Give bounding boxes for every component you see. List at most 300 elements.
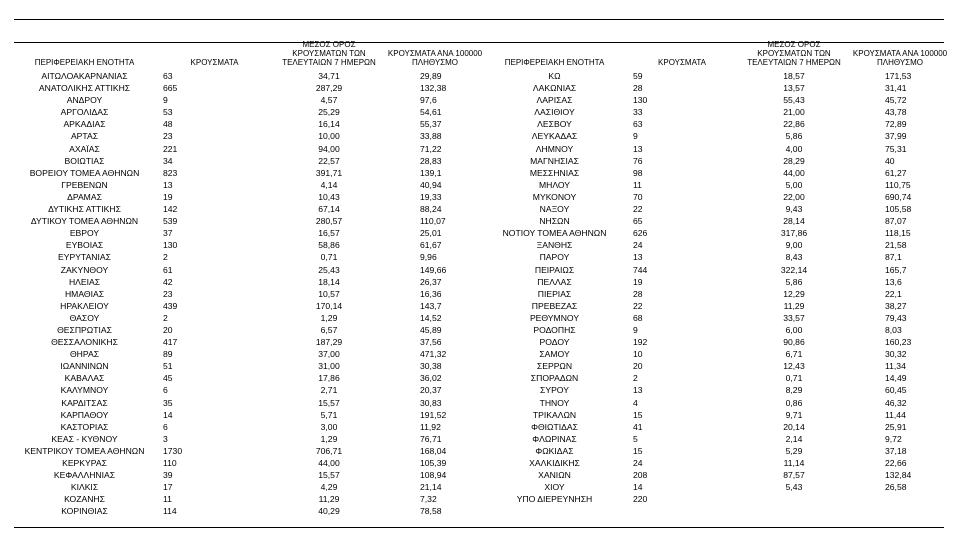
per100k-cell: 55,37 [420, 119, 442, 130]
cases-cell: 221 [163, 143, 178, 154]
per100k-cell: 132,84 [885, 470, 912, 481]
avg7-cell: 4,14 [320, 179, 338, 190]
cases-cell: 14 [163, 409, 173, 420]
avg7-cell: 25,43 [318, 264, 340, 275]
region-cell: ΚΑΡΠΑΘΟΥ [60, 409, 109, 420]
table-row [18, 300, 490, 312]
avg7-cell: 20,14 [783, 421, 805, 432]
per100k-cell: 160,23 [885, 337, 912, 348]
region-cell: ΑΡΚΑΔΙΑΣ [63, 119, 106, 130]
per100k-cell: 105,39 [420, 458, 447, 468]
table-row [488, 276, 955, 288]
table-row [18, 191, 490, 203]
region-header: ΠΕΡΙΦΕΡΕΙΑΚΗ ΕΝΟΤΗΤΑ [34, 58, 135, 67]
region-cell: ΚΙΛΚΙΣ [70, 482, 99, 493]
cases-cell: 114 [163, 506, 177, 517]
per100k-cell: 61,27 [885, 167, 907, 178]
table-row [488, 179, 955, 191]
per100k-cell: 9,96 [420, 252, 437, 263]
avg7-cell: 3,00 [320, 421, 338, 432]
cases-cell: 9 [633, 324, 638, 335]
region-cell: ΚΑΒΑΛΑΣ [64, 373, 105, 384]
table-row [18, 264, 490, 276]
per100k-cell: 29,89 [420, 71, 442, 81]
cases-cell: 23 [163, 288, 173, 299]
per100k-cell: 110,07 [420, 216, 446, 227]
avg7-cell: 5,86 [785, 276, 803, 287]
cases-cell: 20 [163, 324, 173, 335]
table-row [488, 215, 955, 227]
avg7-cell: 25,29 [318, 107, 340, 118]
region-cell: ΘΗΡΑΣ [69, 349, 100, 360]
per100k-cell: 21,14 [420, 482, 442, 493]
region-cell: ΕΥΒΟΙΑΣ [65, 240, 104, 251]
avg7-cell: 18,14 [318, 276, 340, 287]
per100k-cell: 14,52 [420, 312, 442, 323]
region-cell: ΚΕΡΚΥΡΑΣ [62, 458, 107, 468]
region-cell: ΠΑΡΟΥ [539, 252, 570, 263]
region-cell: ΑΧΑΪΑΣ [69, 143, 100, 154]
table-row [488, 324, 955, 336]
per100k-cell: 38,27 [885, 300, 907, 311]
per100k-cell: 30,83 [420, 397, 442, 408]
avg7-cell: 11,14 [783, 458, 805, 468]
region-cell: ΦΩΚΙΔΑΣ [535, 445, 574, 456]
region-cell: ΜΕΣΣΗΝΙΑΣ [529, 167, 580, 178]
cases-cell: 63 [633, 119, 643, 130]
avg7-cell: 2,71 [320, 385, 338, 396]
avg7-cell: 12,29 [783, 288, 805, 299]
table-row [18, 106, 490, 118]
region-cell: ΗΛΕΙΑΣ [68, 276, 101, 287]
table-row [18, 372, 490, 384]
avg7-cell [743, 493, 845, 505]
cases-header: ΚΡΟΥΣΜΑΤΑ [190, 58, 239, 67]
region-cell: ΚΕΝΤΡΙΚΟΥ ΤΟΜΕΑ ΑΘΗΝΩΝ [24, 445, 145, 456]
right-table-body [488, 70, 955, 505]
per100k-cell: 87,07 [885, 216, 907, 227]
avg7-cell: 15,57 [318, 470, 340, 481]
table-row [488, 130, 955, 142]
cases-header: ΚΡΟΥΣΜΑΤΑ [658, 58, 706, 67]
per100k-cell: 76,71 [420, 433, 442, 444]
avg7-cell: 12,43 [783, 361, 805, 372]
cases-cell: 98 [633, 167, 643, 178]
table-row [488, 372, 955, 384]
cases-cell: 42 [163, 276, 173, 287]
table-row [18, 215, 490, 227]
per100k-cell: 20,37 [420, 385, 442, 396]
cases-cell: 744 [633, 264, 648, 275]
region-cell: ΚΕΑΣ - ΚΥΘΝΟΥ [51, 433, 118, 444]
avg7-cell: 5,71 [320, 409, 338, 420]
table-row [18, 481, 490, 493]
table-row [18, 384, 490, 396]
cases-cell: 24 [633, 458, 643, 468]
cases-cell: 439 [163, 300, 178, 311]
region-cell: ΖΑΚΥΝΘΟΥ [60, 264, 109, 275]
per100k-cell: 26,58 [885, 482, 907, 493]
table-header-row [18, 40, 490, 70]
region-cell: ΛΑΚΩΝΙΑΣ [532, 83, 577, 94]
region-cell: ΧΙΟΥ [544, 482, 565, 493]
avg7-cell: 22,86 [783, 119, 805, 130]
table-row [18, 130, 490, 142]
avg7-cell: 58,86 [318, 240, 340, 251]
cases-cell: 142 [163, 204, 178, 215]
avg7-cell: 6,00 [785, 324, 803, 335]
region-cell: ΠΕΛΛΑΣ [537, 276, 572, 287]
region-cell: ΑΝΔΡΟΥ [66, 95, 103, 106]
per100k-cell: 75,31 [885, 143, 907, 154]
table-row [488, 155, 955, 167]
avg7-cell: 15,57 [318, 397, 340, 408]
cases-cell: 15 [633, 445, 643, 456]
per100k-cell: 25,01 [420, 228, 442, 239]
region-cell: ΡΟΔΟΠΗΣ [533, 324, 576, 335]
table-row [18, 82, 490, 94]
per100k-cell: 165,7 [885, 264, 907, 275]
per100k-cell: 14,49 [885, 373, 907, 384]
per100k-cell: 7,32 [420, 494, 437, 505]
cases-cell: 19 [163, 191, 173, 202]
per100k-cell: 690,74 [885, 191, 912, 202]
per100k-cell: 16,36 [420, 288, 442, 299]
per100k-cell: 87,1 [885, 252, 902, 263]
table-row [488, 348, 955, 360]
table-row [18, 155, 490, 167]
table-row [488, 457, 955, 469]
avg7-cell: 1,29 [320, 433, 338, 444]
avg7-header: ΜΕΣΟΣ ΟΡΟΣ ΚΡΟΥΣΜΑΤΩΝ ΤΩΝ ΤΕΛΕΥΤΑΙΩΝ 7 ΗΜΕΡΩΝ [282, 40, 376, 67]
per100k-cell: 22,1 [885, 288, 902, 299]
region-cell: ΚΟΖΑΝΗΣ [64, 494, 105, 505]
cases-cell: 19 [633, 276, 643, 287]
per100k-cell: 40 [885, 155, 895, 166]
table-row [488, 94, 955, 106]
per100k-cell: 26,37 [420, 276, 442, 287]
avg7-cell: 9,71 [785, 409, 803, 420]
table-row [18, 433, 490, 445]
table-row [18, 445, 490, 457]
region-cell: ΚΑΡΔΙΤΣΑΣ [61, 397, 108, 408]
region-cell: ΝΗΣΩΝ [539, 216, 570, 227]
cases-cell: 4 [633, 397, 638, 408]
region-cell: ΘΕΣΠΡΩΤΙΑΣ [57, 324, 112, 335]
per100k-cell: 168,04 [420, 445, 447, 456]
region-cell: ΕΥΡΥΤΑΝΙΑΣ [58, 252, 111, 263]
per100k-cell: 13,6 [885, 276, 902, 287]
region-cell: ΣΥΡΟΥ [540, 385, 569, 396]
avg7-cell: 322,14 [780, 264, 808, 275]
avg7-cell: 37,00 [318, 349, 340, 360]
per100k-cell: 97,6 [420, 95, 437, 106]
per100k-cell: 139,1 [420, 167, 442, 178]
avg7-cell: 9,43 [785, 204, 803, 215]
region-cell: ΠΙΕΡΙΑΣ [537, 288, 572, 299]
cases-cell: 45 [163, 373, 173, 384]
cases-cell: 53 [163, 107, 173, 118]
cases-cell: 626 [633, 228, 648, 239]
cases-cell: 1730 [163, 445, 183, 456]
avg7-cell: 34,71 [318, 71, 340, 81]
cases-cell: 3 [163, 433, 168, 444]
cases-cell: 11 [633, 179, 642, 190]
table-row [488, 493, 955, 505]
region-cell: ΠΕΙΡΑΙΩΣ [534, 264, 575, 275]
per100k-header: ΚΡΟΥΣΜΑΤΑ ΑΝΑ 100000 ΠΛΗΘΥΣΜΟ [387, 49, 483, 67]
table-row [488, 239, 955, 251]
table-row [488, 384, 955, 396]
table-row [488, 397, 955, 409]
per100k-cell: 79,43 [885, 312, 907, 323]
per100k-cell: 60,45 [885, 385, 907, 396]
avg7-cell: 8,29 [785, 385, 803, 396]
left-table-body [18, 70, 490, 517]
per100k-cell: 171,53 [885, 71, 912, 81]
cases-cell: 130 [163, 240, 178, 251]
table-row [488, 481, 955, 493]
cases-cell: 17 [163, 482, 173, 493]
table-row [488, 82, 955, 94]
cases-cell: 6 [163, 421, 168, 432]
per100k-cell: 71,22 [420, 143, 442, 154]
per100k-cell: 22,66 [885, 458, 907, 468]
avg7-cell: 11,29 [318, 494, 340, 505]
per100k-cell: 105,58 [885, 204, 912, 215]
region-cell: ΝΟΤΙΟΥ ΤΟΜΕΑ ΑΘΗΝΩΝ [502, 228, 607, 239]
per100k-cell: 30,38 [420, 361, 442, 372]
avg7-cell: 9,00 [785, 240, 803, 251]
region-cell: ΤΡΙΚΑΛΩΝ [532, 409, 577, 420]
table-row [18, 118, 490, 130]
cases-cell: 89 [163, 349, 173, 360]
region-cell: ΗΜΑΘΙΑΣ [64, 288, 105, 299]
table-row [488, 300, 955, 312]
region-cell: ΒΟΡΕΙΟΥ ΤΟΜΕΑ ΑΘΗΝΩΝ [29, 167, 140, 178]
avg7-cell: 706,71 [315, 445, 343, 456]
per100k-cell: 108,94 [420, 470, 447, 481]
table-row [18, 360, 490, 372]
region-cell: ΚΟΡΙΝΘΙΑΣ [61, 506, 108, 517]
avg7-header: ΜΕΣΟΣ ΟΡΟΣ ΚΡΟΥΣΜΑΤΩΝ ΤΩΝ ΤΕΛΕΥΤΑΙΩΝ 7 ΗΜΕΡΩΝ [747, 40, 841, 67]
region-cell: ΚΕΦΑΛΛΗΝΙΑΣ [53, 470, 116, 481]
table-row [488, 191, 955, 203]
per100k-cell: 19,33 [420, 191, 442, 202]
table-row [18, 288, 490, 300]
per100k-cell: 8,03 [885, 324, 902, 335]
cases-cell: 6 [163, 385, 168, 396]
cases-cell: 15 [633, 409, 643, 420]
avg7-cell: 287,29 [315, 83, 343, 94]
avg7-cell: 87,57 [783, 470, 805, 481]
region-cell: ΛΑΡΙΣΑΣ [536, 95, 573, 106]
per100k-cell: 36,02 [420, 373, 442, 384]
cases-cell: 192 [633, 337, 648, 348]
table-row [18, 167, 490, 179]
region-cell: ΚΩ [548, 71, 561, 81]
table-row [488, 143, 955, 155]
cases-cell: 13 [633, 252, 643, 263]
cases-cell: 417 [163, 337, 178, 348]
table-row [18, 409, 490, 421]
avg7-cell: 0,86 [785, 397, 803, 408]
avg7-cell: 170,14 [315, 300, 343, 311]
region-cell: ΑΡΓΟΛΙΔΑΣ [60, 107, 109, 118]
cases-cell: 28 [633, 83, 643, 94]
cases-cell: 63 [163, 71, 173, 81]
avg7-cell: 187,29 [315, 337, 343, 348]
avg7-cell: 18,57 [783, 71, 805, 81]
region-cell: ΔΥΤΙΚΟΥ ΤΟΜΕΑ ΑΘΗΝΩΝ [30, 216, 139, 227]
per100k-cell: 28,83 [420, 155, 442, 166]
region-cell: ΛΕΣΒΟΥ [537, 119, 572, 130]
region-cell: ΚΑΣΤΟΡΙΑΣ [60, 421, 109, 432]
region-cell: ΛΑΣΙΘΙΟΥ [534, 107, 575, 118]
cases-cell: 22 [633, 204, 643, 215]
avg7-cell: 90,86 [783, 337, 805, 348]
table-row [18, 469, 490, 481]
region-cell: ΜΑΓΝΗΣΙΑΣ [530, 155, 579, 166]
cases-cell: 2 [163, 312, 168, 323]
avg7-cell: 0,71 [320, 252, 338, 263]
table-row [488, 336, 955, 348]
region-cell: ΛΕΥΚΑΔΑΣ [531, 131, 578, 142]
table-row [18, 397, 490, 409]
region-cell: ΚΑΛΥΜΝΟΥ [60, 385, 109, 396]
table-row [18, 251, 490, 263]
cases-table-right [488, 40, 955, 505]
per100k-cell: 471,32 [420, 349, 447, 360]
avg7-cell: 0,71 [785, 373, 803, 384]
table-row [18, 179, 490, 191]
avg7-cell: 1,29 [320, 312, 338, 323]
avg7-cell: 17,86 [318, 373, 340, 384]
cases-cell: 823 [163, 167, 178, 178]
avg7-cell: 5,43 [785, 482, 803, 493]
region-cell: ΦΛΩΡΙΝΑΣ [532, 433, 577, 444]
avg7-cell: 2,14 [785, 433, 803, 444]
cases-cell: 23 [163, 131, 173, 142]
region-cell: ΒΟΙΩΤΙΑΣ [64, 155, 105, 166]
region-cell: ΦΘΙΩΤΙΔΑΣ [531, 421, 578, 432]
avg7-cell: 391,71 [315, 167, 343, 178]
avg7-cell: 6,57 [320, 324, 338, 335]
per100k-cell: 118,15 [885, 228, 911, 239]
per100k-cell [845, 493, 955, 505]
per100k-cell: 143,7 [420, 300, 442, 311]
cases-table-left [18, 40, 490, 517]
region-cell: ΧΑΝΙΩΝ [538, 470, 571, 481]
region-cell: ΞΑΝΘΗΣ [536, 240, 573, 251]
avg7-cell: 28,29 [783, 155, 805, 166]
avg7-cell: 5,86 [785, 131, 803, 142]
region-cell: ΘΕΣΣΑΛΟΝΙΚΗΣ [51, 337, 118, 348]
per100k-cell: 9,72 [885, 433, 902, 444]
avg7-cell: 4,29 [320, 482, 338, 493]
avg7-cell: 4,57 [320, 95, 338, 106]
avg7-cell: 33,57 [783, 312, 805, 323]
per100k-cell: 88,24 [420, 204, 442, 215]
region-cell: ΣΕΡΡΩΝ [536, 361, 573, 372]
table-row [18, 94, 490, 106]
table-row [488, 312, 955, 324]
per100k-cell: 132,38 [420, 83, 447, 94]
per100k-cell: 43,78 [885, 107, 907, 118]
cases-cell: 37 [163, 228, 173, 239]
cases-cell: 2 [633, 373, 638, 384]
table-row [488, 70, 955, 82]
avg7-cell: 28,14 [783, 216, 805, 227]
table-row [18, 239, 490, 251]
region-cell: ΕΒΡΟΥ [69, 228, 100, 239]
avg7-cell: 8,43 [785, 252, 803, 263]
per100k-cell: 45,72 [885, 95, 907, 106]
table-row [488, 360, 955, 372]
cases-cell: 41 [633, 421, 643, 432]
table-row [18, 457, 490, 469]
table-row [488, 118, 955, 130]
per100k-cell: 110,75 [885, 179, 911, 190]
avg7-cell: 94,00 [318, 143, 340, 154]
region-cell: ΜΥΚΟΝΟΥ [532, 191, 577, 202]
region-cell: ΜΗΛΟΥ [538, 179, 571, 190]
table-row [18, 348, 490, 360]
per100k-cell: 30,32 [885, 349, 907, 360]
avg7-cell: 6,71 [785, 349, 803, 360]
avg7-cell: 11,29 [783, 300, 805, 311]
per100k-cell: 72,89 [885, 119, 907, 130]
per100k-cell: 40,94 [420, 179, 442, 190]
avg7-cell: 10,43 [318, 191, 340, 202]
cases-cell: 130 [633, 95, 648, 106]
region-cell: ΑΡΤΑΣ [70, 131, 99, 142]
per100k-cell: 11,44 [885, 409, 906, 420]
avg7-cell: 5,00 [785, 179, 803, 190]
per100k-header: ΚΡΟΥΣΜΑΤΑ ΑΝΑ 100000 ΠΛΗΘΥΣΜΟ [852, 49, 948, 67]
region-cell: ΗΡΑΚΛΕΙΟΥ [60, 300, 109, 311]
top-rule [14, 19, 944, 20]
per100k-cell: 37,99 [885, 131, 907, 142]
table-row [488, 288, 955, 300]
table-row [18, 276, 490, 288]
cases-cell: 34 [163, 155, 173, 166]
cases-cell: 13 [633, 143, 643, 154]
per100k-cell: 191,52 [420, 409, 447, 420]
avg7-cell: 10,57 [318, 288, 340, 299]
table-row [488, 251, 955, 263]
avg7-cell: 55,43 [783, 95, 805, 106]
cases-cell: 665 [163, 83, 178, 94]
table-row [18, 505, 490, 517]
table-header-row [488, 40, 955, 70]
avg7-cell: 5,29 [785, 445, 803, 456]
cases-cell: 48 [163, 119, 173, 130]
region-cell: ΓΡΕΒΕΝΩΝ [61, 179, 108, 190]
avg7-cell: 317,86 [780, 228, 808, 239]
avg7-cell: 67,14 [318, 204, 340, 215]
cases-cell: 14 [633, 482, 643, 493]
per100k-cell: 33,88 [420, 131, 442, 142]
cases-cell: 208 [633, 470, 648, 481]
avg7-cell: 16,57 [318, 228, 340, 239]
per100k-cell: 11,34 [885, 361, 906, 372]
table-row [18, 227, 490, 239]
per100k-cell: 61,67 [420, 240, 442, 251]
cases-cell: 39 [163, 470, 173, 481]
region-cell: ΑΙΤΩΛΟΑΚΑΡΝΑΝΙΑΣ [41, 71, 128, 81]
per100k-cell: 21,58 [885, 240, 907, 251]
